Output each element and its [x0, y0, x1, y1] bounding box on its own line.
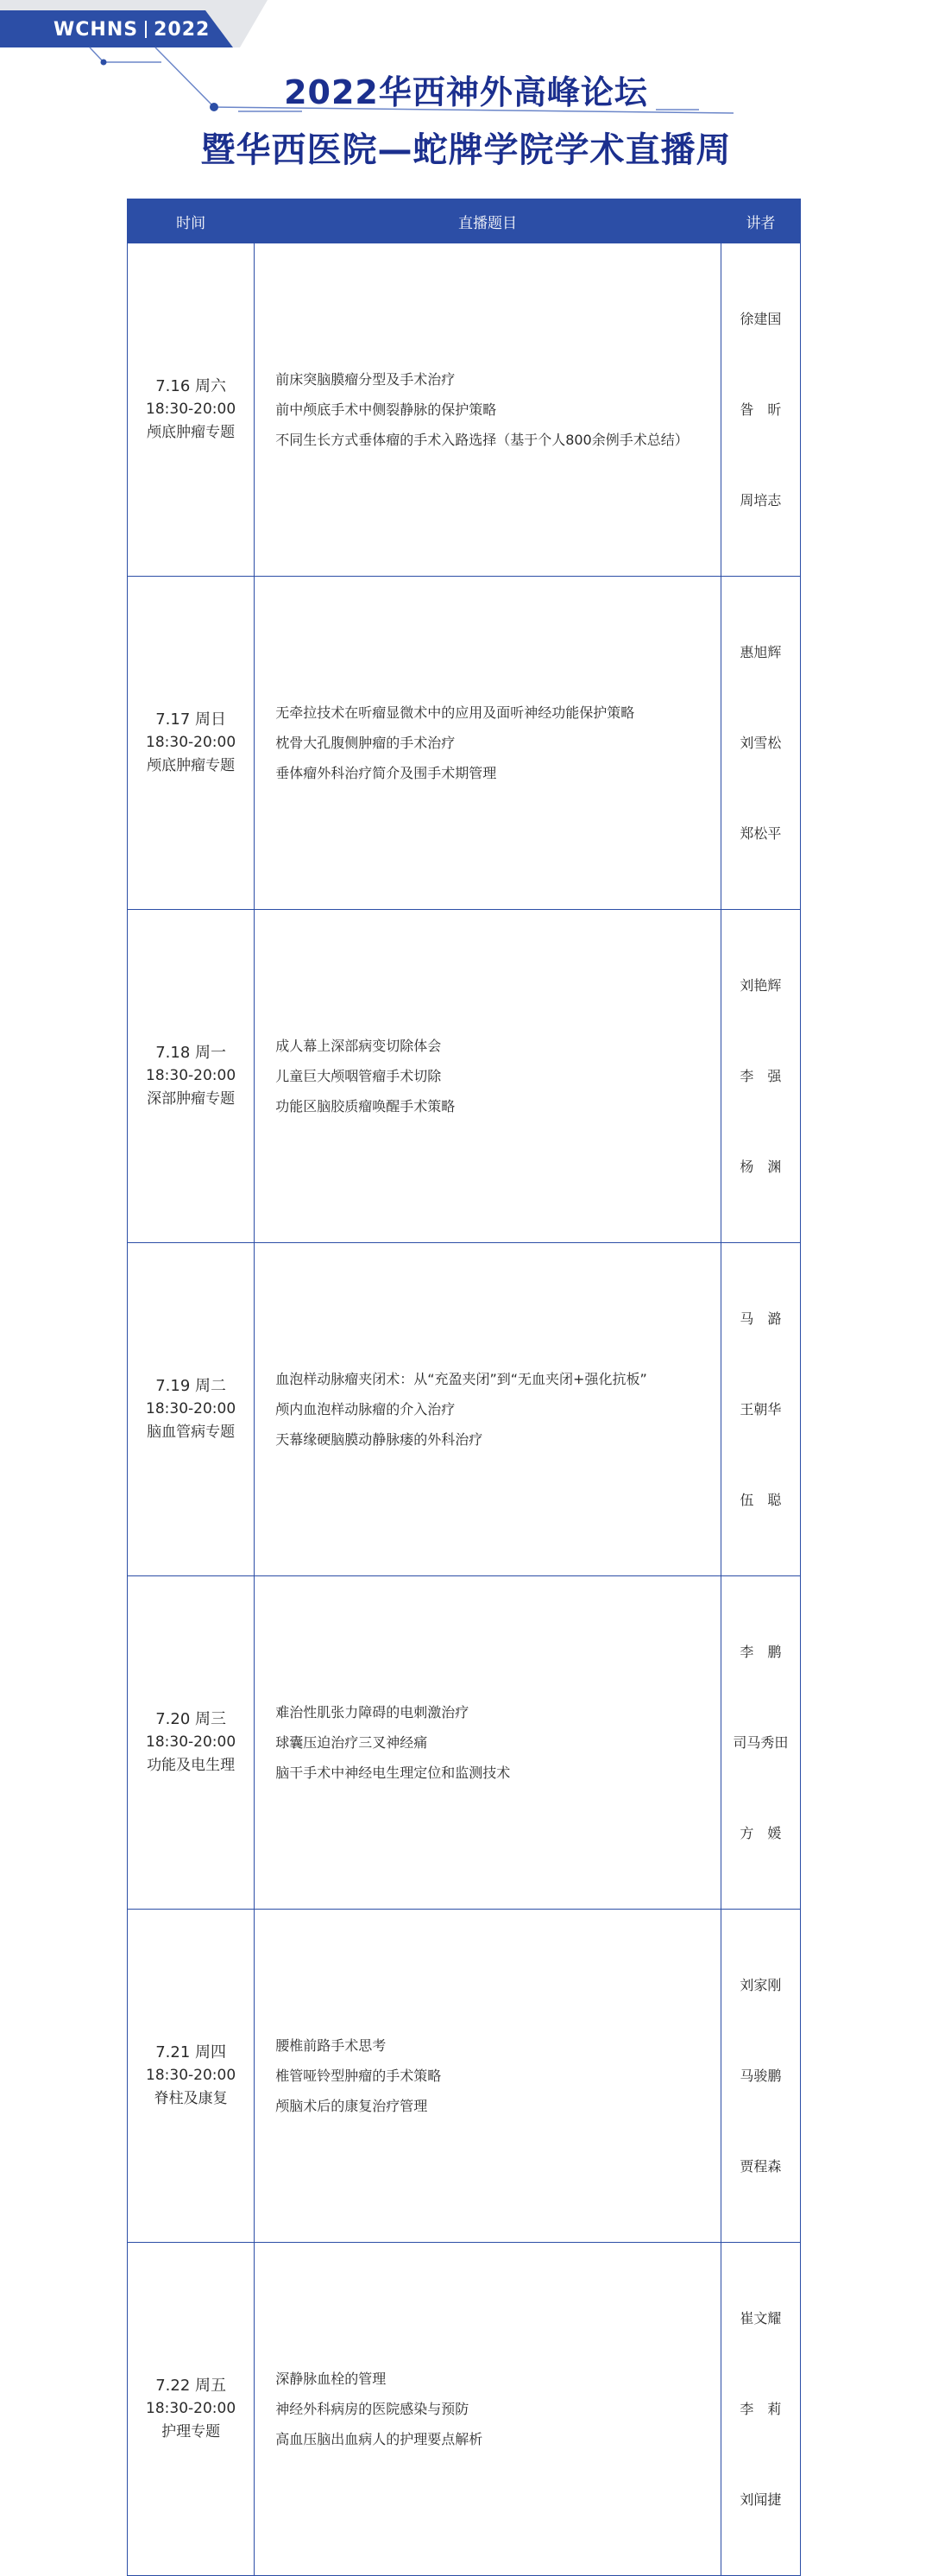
page-title: 2022华西神外高峰论坛: [284, 73, 648, 111]
session-time: 18:30-20:00: [146, 1067, 236, 1084]
speaker: 马骏鹏: [740, 2068, 782, 2084]
topic: 椎管哑铃型肿瘤的手术策略: [275, 2068, 442, 2084]
session-theme: 颅底肿瘤专题: [147, 424, 236, 441]
session-theme: 脑血管病专题: [147, 1424, 236, 1441]
brand-badge: [54, 19, 210, 41]
header-time: 时间: [128, 199, 255, 243]
speaker-cell: [721, 243, 800, 577]
session-theme: 护理专题: [161, 2423, 221, 2440]
topic-cell: [255, 2243, 721, 2576]
topic: 颅内血泡样动脉瘤的介入治疗: [275, 1401, 456, 1417]
session-time: 18:30-20:00: [146, 2067, 236, 2084]
session-theme: 脊柱及康复: [154, 2090, 228, 2107]
session-theme: 功能及电生理: [147, 1757, 236, 1774]
speaker-cell: [721, 910, 800, 1243]
time-cell: [128, 2243, 255, 2576]
speaker: 刘艳辉: [740, 977, 782, 994]
speaker: 方 媛: [740, 1825, 782, 1841]
table-row: [128, 1243, 801, 1576]
session-time: 18:30-20:00: [146, 1733, 236, 1751]
session-date: 7.19 周二: [155, 1377, 226, 1395]
topic: 球囊压迫治疗三叉神经痛: [275, 1734, 428, 1751]
topic: 成人幕上深部病变切除体会: [275, 1038, 442, 1054]
speaker-cell: [721, 1576, 800, 1910]
topic-cell: [255, 910, 721, 1243]
topic-cell: [255, 1243, 721, 1576]
table-row: [128, 1576, 801, 1910]
table-header-row: [128, 199, 801, 243]
topic-cell: [255, 1910, 721, 2243]
topic: 前床突脑膜瘤分型及手术治疗: [275, 371, 456, 388]
session-time: 18:30-20:00: [146, 2400, 236, 2417]
table-row: [128, 243, 801, 577]
topic: 前中颅底手术中侧裂静脉的保护策略: [275, 401, 497, 418]
speaker-cell: [721, 2243, 800, 2576]
session-time: 18:30-20:00: [146, 401, 236, 418]
table-row: [128, 1910, 801, 2243]
speaker: 司马秀田: [733, 1734, 789, 1751]
topic-cell: [255, 577, 721, 910]
topic: 难治性肌张力障碍的电刺激治疗: [275, 1704, 469, 1720]
speaker-cell: [721, 1910, 800, 2243]
speaker: 贾程森: [740, 2158, 782, 2175]
table-row: [128, 910, 801, 1243]
speaker: 刘家刚: [740, 1977, 782, 1993]
topic: 颅脑术后的康复治疗管理: [275, 2098, 428, 2114]
speaker: 杨 渊: [740, 1159, 782, 1175]
topic: 不同生长方式垂体瘤的手术入路选择（基于个人800余例手术总结）: [275, 432, 689, 448]
speaker: 周培志: [740, 492, 782, 508]
page-subtitle: 暨华西医院—蛇牌学院学术直播周: [200, 130, 732, 170]
topic: 天幕缘硬脑膜动静脉瘘的外科治疗: [275, 1431, 483, 1448]
speaker: 马 潞: [740, 1310, 782, 1327]
badge-left-text: WCHNS: [54, 19, 139, 41]
session-date: 7.17 周日: [155, 710, 226, 729]
speaker: 惠旭辉: [740, 644, 782, 660]
speaker: 伍 聪: [740, 1492, 782, 1508]
speaker-cell: [721, 1243, 800, 1576]
topic: 功能区脑胶质瘤唤醒手术策略: [275, 1098, 456, 1114]
time-cell: [128, 1243, 255, 1576]
speaker: 王朝华: [740, 1401, 782, 1417]
topic: 垂体瘤外科治疗简介及围手术期管理: [275, 765, 497, 781]
topic-cell: [255, 1576, 721, 1910]
time-cell: [128, 1910, 255, 2243]
session-date: 7.21 周四: [155, 2043, 226, 2061]
session-time: 18:30-20:00: [146, 1400, 236, 1417]
schedule-table: [127, 199, 801, 2576]
topic: 血泡样动脉瘤夹闭术：从“充盈夹闭”到“无血夹闭+强化抗板”: [275, 1371, 647, 1387]
time-cell: [128, 243, 255, 577]
speaker: 刘雪松: [740, 735, 782, 751]
topic: 高血压脑出血病人的护理要点解析: [275, 2431, 483, 2447]
speaker: 郑松平: [740, 825, 782, 842]
speaker: 刘闻捷: [740, 2491, 782, 2508]
session-date: 7.22 周五: [155, 2377, 226, 2395]
speaker: 李 莉: [740, 2401, 782, 2417]
topic: 深静脉血栓的管理: [275, 2371, 387, 2387]
topic: 神经外科病房的医院感染与预防: [275, 2401, 469, 2417]
session-date: 7.16 周六: [155, 377, 226, 395]
speaker: 昝 昕: [740, 401, 782, 418]
topic: 腰椎前路手术思考: [275, 2037, 387, 2054]
speaker: 徐建国: [740, 311, 782, 327]
topic: 无牵拉技术在听瘤显微术中的应用及面听神经功能保护策略: [275, 704, 635, 721]
speaker: 李 强: [740, 1068, 782, 1084]
time-cell: [128, 1576, 255, 1910]
badge-divider: [145, 21, 147, 38]
session-date: 7.18 周一: [155, 1044, 226, 1062]
header-topic: 直播题目: [255, 199, 721, 243]
topic: 儿童巨大颅咽管瘤手术切除: [275, 1068, 442, 1084]
header-speaker: 讲者: [721, 199, 800, 243]
table-row: [128, 577, 801, 910]
session-theme: 颅底肿瘤专题: [147, 757, 236, 774]
time-cell: [128, 910, 255, 1243]
topic: 脑干手术中神经电生理定位和监测技术: [275, 1765, 511, 1781]
badge-right-text: 2022: [154, 19, 211, 41]
session-time: 18:30-20:00: [146, 734, 236, 751]
time-cell: [128, 577, 255, 910]
session-date: 7.20 周三: [155, 1710, 226, 1728]
session-theme: 深部肿瘤专题: [147, 1090, 236, 1108]
speaker: 崔文耀: [740, 2310, 782, 2327]
topic: 枕骨大孔腹侧肿瘤的手术治疗: [275, 735, 456, 751]
table-row: [128, 2243, 801, 2576]
speaker-cell: [721, 577, 800, 910]
speaker: 李 鹏: [740, 1644, 782, 1660]
topic-cell: [255, 243, 721, 577]
